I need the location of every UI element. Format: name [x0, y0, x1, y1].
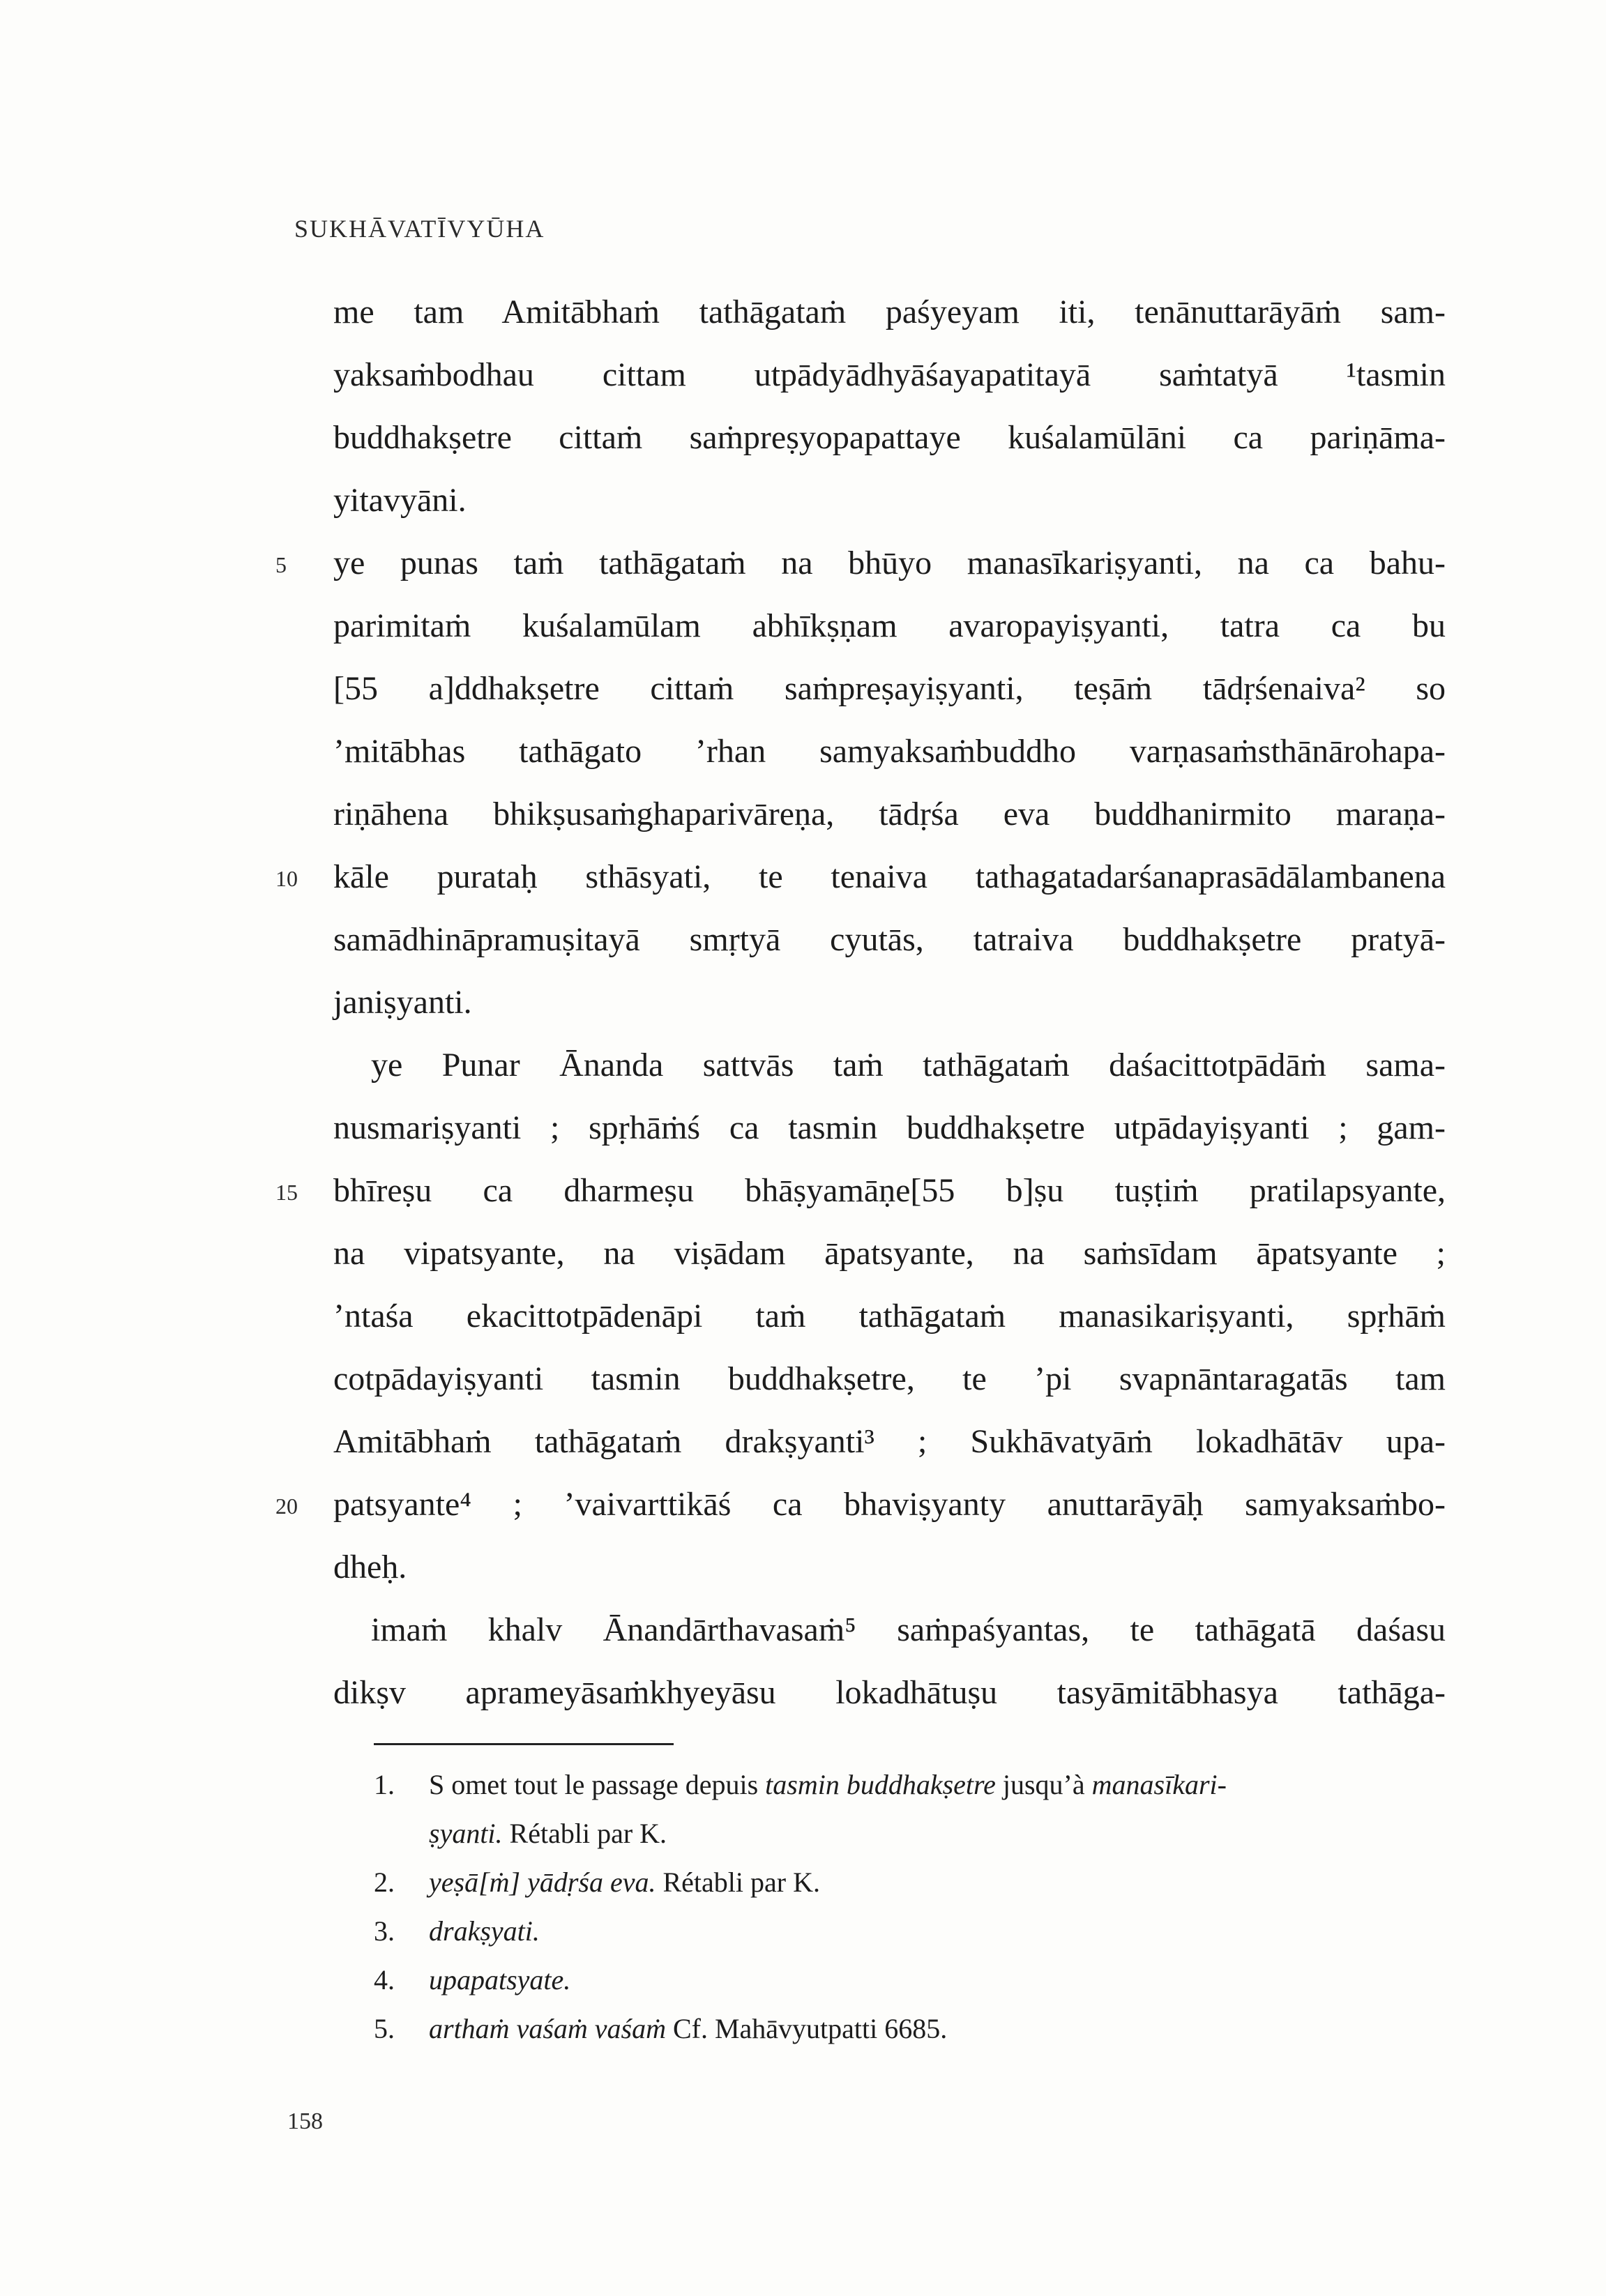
line-number-20: 20	[275, 1493, 298, 1519]
body-line: me tam Amitābhaṁ tathāgataṁ paśyeyam iti, tenānuttarāyāṁ sam-	[333, 294, 1446, 330]
footnote-segment: S omet tout le passage depuis	[429, 1769, 766, 1800]
footnote-segment: tasmin buddhakṣetre	[765, 1769, 996, 1800]
footnote-text	[429, 1862, 1433, 1903]
footnote-segment: manasīkari-	[1091, 1769, 1227, 1800]
body-line: patsyante⁴ ; ’vaivarttikāś ca bhaviṣyanty anuttarāyāḥ samyaksaṁbo-	[333, 1486, 1446, 1523]
footnote-text	[429, 1910, 1433, 1952]
footnote-segment: yeṣā[ṁ] yādṛśa eva.	[429, 1867, 656, 1898]
body-line: nusmariṣyanti ; spṛhāṁś ca tasmin buddhakṣetre utpādayiṣyanti ; gam-	[333, 1109, 1446, 1146]
footnote-number: 4.	[374, 1964, 395, 1995]
line-number-5: 5	[275, 552, 287, 577]
footnote-number: 5.	[374, 2013, 395, 2044]
footnote-segment: jusqu’à	[995, 1769, 1092, 1800]
body-line: ’mitābhas tathāgato ’rhan samyaksaṁbuddho varṇasaṁsthānārohapa-	[333, 733, 1446, 770]
body-line: ’ntaśa ekacittotpādenāpi taṁ tathāgataṁ manasikariṣyanti, spṛhāṁ	[333, 1298, 1446, 1335]
footnote-text	[429, 1959, 1433, 2001]
footnote-text	[429, 1764, 1433, 1806]
body-line: kāle purataḥ sthāsyati, te tenaiva tathagatadarśanaprasādālambanena	[333, 858, 1446, 895]
body-line: [55 a]ddhakṣetre cittaṁ saṁpreṣayiṣyanti, teṣāṁ tādṛśenaiva² so	[333, 670, 1446, 707]
footnote-rule	[374, 1743, 674, 1745]
body-line: dikṣv aprameyāsaṁkhyeyāsu lokadhātuṣu tasyāmitābhasya tathāga-	[333, 1674, 1446, 1711]
footnote-segment: Cf. Mahāvyutpatti 6685.	[665, 2013, 948, 2044]
body-line: yitavyāni.	[333, 482, 467, 519]
footnote-segment: upapatsyate.	[429, 1964, 571, 1995]
footnote-segment: Rétabli par K.	[656, 1867, 820, 1898]
footnote-number: 1.	[374, 1769, 395, 1800]
body-line: riṇāhena bhikṣusaṁghaparivāreṇa, tādṛśa eva buddhanirmito maraṇa-	[333, 796, 1446, 833]
body-line: janiṣyanti.	[333, 984, 472, 1021]
footnote-number: 2.	[374, 1867, 395, 1898]
body-line: yaksaṁbodhau cittam utpādyādhyāśayapatitayā saṁtatyā ¹tasmin	[333, 356, 1446, 393]
footnote-text	[429, 2008, 1433, 2050]
footnote-segment: arthaṁ vaśaṁ vaśaṁ	[429, 2013, 666, 2044]
body-line: dheḥ.	[333, 1549, 407, 1586]
body-line: parimitaṁ kuśalamūlam abhīkṣṇam avaropayiṣyanti, tatra ca bu	[333, 607, 1446, 644]
body-line: na vipatsyante, na viṣādam āpatsyante, na saṁsīdam āpatsyante ;	[333, 1235, 1446, 1272]
body-line: bhīreṣu ca dharmeṣu bhāṣyamāṇe[55 b]ṣu tuṣṭiṁ pratilapsyante,	[333, 1172, 1446, 1209]
body-line: samādhināpramuṣitayā smṛtyā cyutās, tatraiva buddhakṣetre pratyā-	[333, 921, 1446, 958]
line-number-15: 15	[275, 1180, 298, 1205]
footnote-segment: Rétabli par K.	[502, 1818, 667, 1849]
line-number-10: 10	[275, 866, 298, 891]
running-head: SUKHĀVATĪVYŪHA	[294, 215, 545, 243]
paragraph-first-line: ye Punar Ānanda sattvās taṁ tathāgataṁ daśacittotpādāṁ sama-	[371, 1047, 1446, 1084]
paragraph-first-line: imaṁ khalv Ānandārthavasaṁ⁵ saṁpaśyantas, te tathāgatā daśasu	[371, 1611, 1446, 1648]
footnote-segment: ṣyanti.	[429, 1818, 503, 1849]
body-line: cotpādayiṣyanti tasmin buddhakṣetre, te ’pi svapnāntaragatās tam	[333, 1360, 1446, 1397]
body-line: Amitābhaṁ tathāgataṁ drakṣyanti³ ; Sukhāvatyāṁ lokadhātāv upa-	[333, 1423, 1446, 1460]
footnote-number: 3.	[374, 1915, 395, 1947]
body-line: ye punas taṁ tathāgataṁ na bhūyo manasīkariṣyanti, na ca bahu-	[333, 545, 1446, 581]
footnote-continuation	[429, 1813, 1433, 1855]
page-number: 158	[287, 2108, 323, 2134]
footnote-segment: drakṣyati.	[429, 1915, 540, 1947]
body-line: buddhakṣetre cittaṁ saṁpreṣyopapattaye kuśalamūlāni ca pariṇāma-	[333, 419, 1446, 456]
